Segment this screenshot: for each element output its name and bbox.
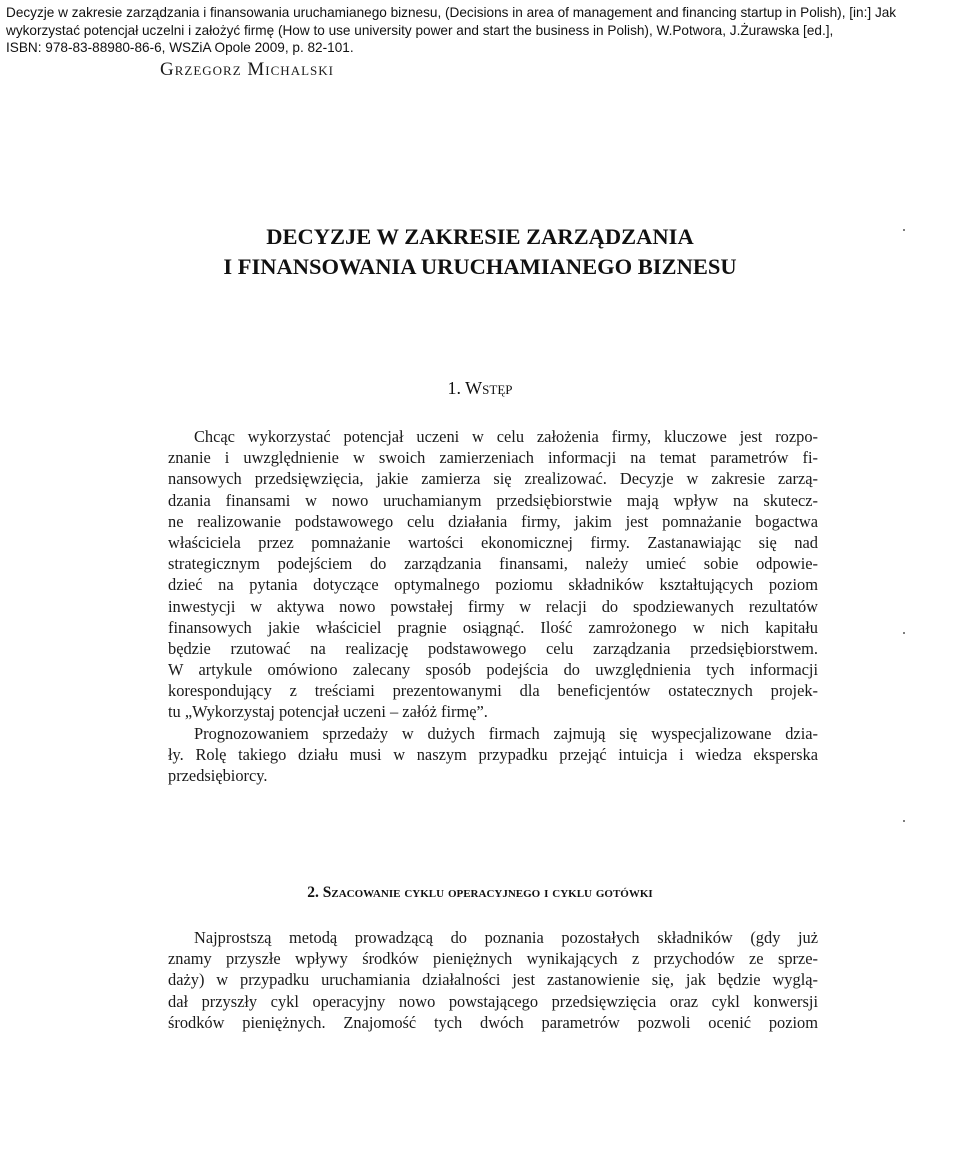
paragraph-line: Prognozowaniem sprzedaży w dużych firmach zajmują się wyspecjalizowane dzia- bbox=[194, 723, 818, 743]
section-2-body bbox=[168, 927, 818, 1033]
paragraph-line: właściciela przez pomnażanie wartości ekonomicznej firmy. Zastanawiając się nad bbox=[168, 532, 818, 552]
paragraph-line: dzania finansami w nowo uruchamianym przedsiębiorstwie mają wpływ na skutecz- bbox=[168, 490, 818, 510]
scan-speck bbox=[903, 229, 905, 231]
paragraph-line: przedsiębiorcy. bbox=[168, 766, 268, 785]
paragraph-line: znanie i uwzględnienie w swoich zamierzeniach informacji na temat parametrów fi- bbox=[168, 448, 818, 468]
paragraph-line: ne realizowanie podstawowego celu działania firmy, jakim jest pomnażanie bogactwa bbox=[168, 511, 818, 531]
paragraph-line: W artykule omówiono zalecany sposób podejścia do uwzględnienia tych informacji bbox=[168, 660, 818, 680]
paragraph-line: ły. Rolę takiego działu musi w naszym przypadku przejąć intuicja i wiedza eksperska bbox=[168, 744, 818, 764]
paragraph-line: znamy przyszłe wpływy środków pieniężnych wynikających z przychodów ze sprze- bbox=[168, 949, 818, 969]
author-name: Grzegorz Michalski bbox=[160, 59, 334, 80]
paragraph-line: korespondujący z treściami prezentowanymi dla beneficjentów ostatecznych projek- bbox=[168, 681, 818, 701]
scan-speck bbox=[903, 820, 905, 822]
paragraph-line: inwestycji w aktywa nowo powstałej firmy w relacji do spodziewanych rezultatów bbox=[168, 596, 818, 616]
citation-line: wykorzystać potencjał uczelni i założyć firmę (How to use university power and start the business in Polish), W.Potwora, J.Żurawska [ed.], bbox=[6, 22, 834, 38]
scan-speck bbox=[903, 632, 905, 634]
title-line-2: I FINANSOWANIA URUCHAMIANEGO BIZNESU bbox=[223, 254, 737, 279]
paragraph-line: dał przyszły cykl operacyjny nowo powstającego przedsięwzięcia oraz cykl konwersji bbox=[168, 991, 818, 1011]
paragraph-line: będzie rzutować na realizację podstawowego celu zarządzania przedsiębiorstwem. bbox=[168, 638, 818, 658]
paragraph-line: Chcąc wykorzystać potencjał uczeni w celu założenia firmy, kluczowe jest rozpo- bbox=[194, 427, 818, 446]
paragraph-line: nansowych przedsięwzięcia, jakie zamierza się zrealizować. Decyzje w zakresie zarzą- bbox=[168, 469, 818, 489]
section-1-body bbox=[168, 426, 818, 786]
paragraph-line: daży) w przypadku uruchamiania działalności jest zastanowienie się, jak będzie wyglą- bbox=[168, 970, 818, 990]
section-2-heading: 2. Szacowanie cyklu operacyjnego i cyklu gotówki bbox=[307, 884, 653, 901]
section-1-heading: 1. Wstęp bbox=[447, 378, 513, 398]
paragraph-line: Najprostszą metodą prowadzącą do poznania pozostałych składników (gdy już bbox=[194, 928, 818, 947]
citation-line: ISBN: 978-83-88980-86-6, WSZiA Opole 2009, p. 82-101. bbox=[6, 40, 354, 55]
paragraph-line: strategicznym podejściem do zarządzania finansami, należy umieć sobie odpowie- bbox=[168, 554, 818, 574]
citation-line: Decyzje w zakresie zarządzania i finansowania uruchamianego biznesu, (Decisions in area of management and financing startup in Polish), [in:] Jak bbox=[6, 5, 897, 20]
citation-header bbox=[6, 4, 956, 57]
article-title bbox=[0, 222, 960, 282]
paragraph-line: tu „Wykorzystaj potencjał uczeni – załóż firmę”. bbox=[168, 702, 488, 722]
paragraph-line: środków pieniężnych. Znajomość tych dwóch parametrów pozwoli ocenić poziom bbox=[168, 1012, 818, 1032]
title-line-1: DECYZJE W ZAKRESIE ZARZĄDZANIA bbox=[266, 224, 694, 249]
paragraph-line: dzieć na pytania dotyczące optymalnego poziomu składników kształtujących poziom bbox=[168, 575, 818, 595]
paragraph-line: finansowych jakie właściciel pragnie osiągnąć. Ilość zamrożonego w nich kapitału bbox=[168, 617, 818, 637]
